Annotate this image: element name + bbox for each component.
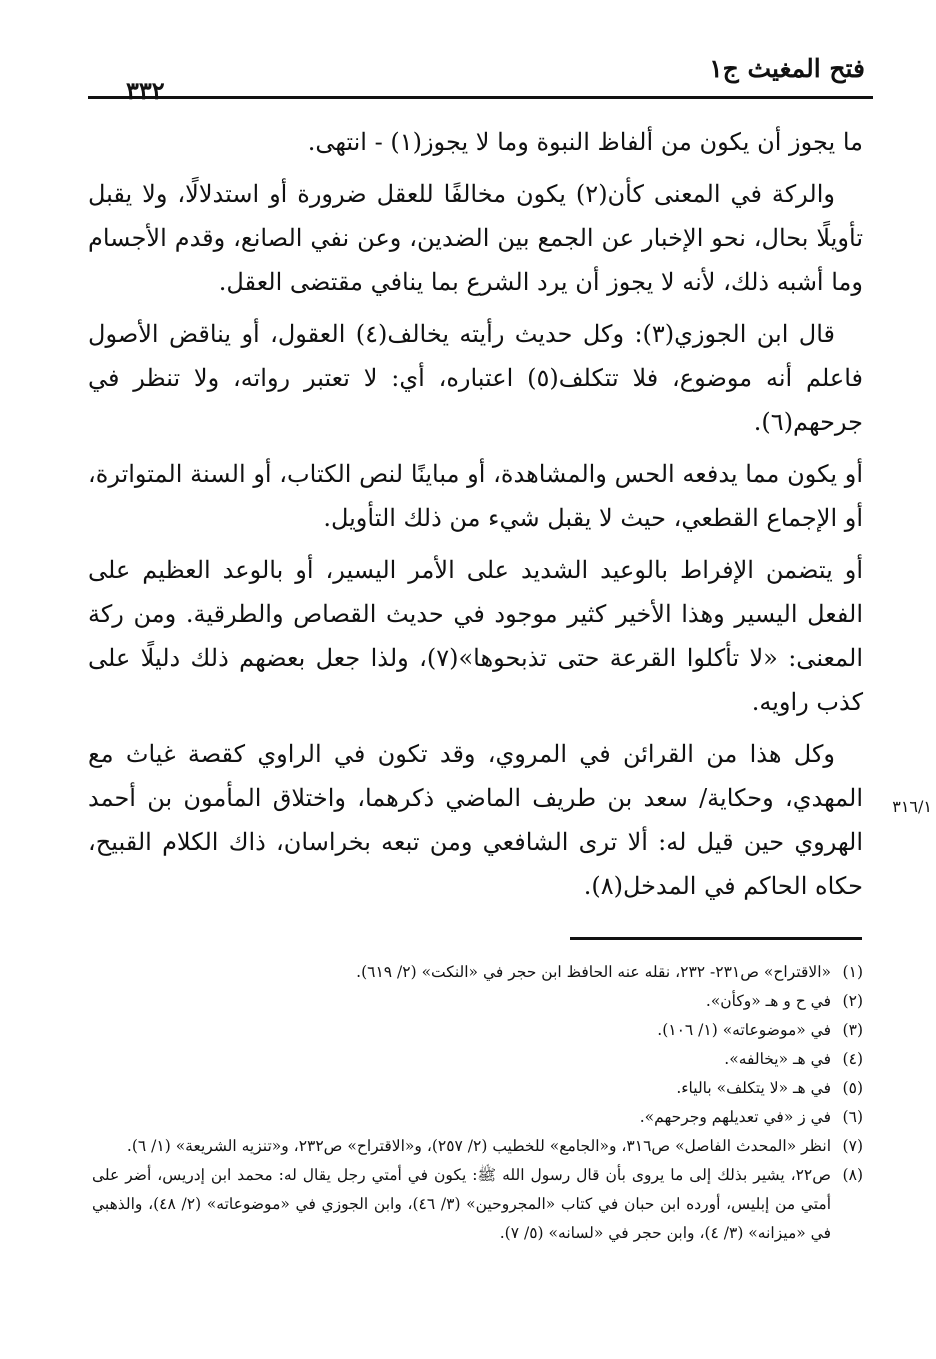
- footnote-text: انظر «المحدث الفاصل» ص٣١٦، و«الجامع» للخطيب (٢/ ٢٥٧)، و«الاقتراح» ص٢٣٢، و«تنزيه الشريعة» (١/ ٦).: [126, 1137, 831, 1155]
- footnote: [92, 1103, 863, 1132]
- paragraph: والركة في المعنى كأن(٢) يكون مخالفًا للعقل ضرورة أو استدلالًا، ولا يقبل تأويلًا بحال، نحو الإخبار عن الجمع بين الضدين، وعن نفي الصانع، وقدم الأجسام وما أشبه ذلك، لأنه لا يجوز أن يرد الشرع بما ينافي مقتضى العقل.: [88, 180, 863, 296]
- paragraph: أو يتضمن الإفراط بالوعيد الشديد على الأمر اليسير، أو بالوعد العظيم على الفعل اليسير وهذا الأخير كثير موجود في حديث القصاص والطرقية. ومن ركة المعنى: «لا تأكلوا القرعة حتى تذبحوها»(٧)، ولذا جعل بعضهم ذلك دليلًا على كذب راويه.: [88, 556, 863, 716]
- paragraph: ما يجوز أن يكون من ألفاظ النبوة وما لا يجوز(١) - انتهى.: [307, 128, 863, 156]
- footnote-number: (٦): [842, 1108, 863, 1126]
- footnote-text: في هـ «يخالفه».: [724, 1050, 831, 1068]
- footnotes: [92, 958, 863, 1248]
- footnote-text: في ز «في تعديلهم وجرحهم».: [639, 1108, 831, 1126]
- footnote-text: في هـ «لا يتكلف» بالياء.: [676, 1079, 831, 1097]
- page-number: ٣٣٢: [126, 76, 165, 105]
- main-text: [88, 120, 863, 916]
- footnote: [92, 1045, 863, 1074]
- footnote-separator: [570, 937, 862, 940]
- footnote-number: (٣): [842, 1021, 863, 1039]
- footnote-number: (٨): [842, 1166, 863, 1184]
- footnote: [92, 1161, 863, 1248]
- footnote-text: ص٢٢، يشير بذلك إلى ما يروى بأن قال رسول الله ﷺ: يكون في أمتي رجل يقال له: محمد ابن إدريس، أضر على أمتي من إبليس، أورده ابن حبان في كتاب «المجروحين» (٣/ ٤٦)، وابن الجوزي في «موضوعاته» (٢/ ٤٨)، والذهبي في «ميزانه» (٣/ ٤)، وابن حجر في «لسانه» (٥/ ٧).: [92, 1166, 832, 1242]
- paragraph: وكل هذا من القرائن في المروي، وقد تكون في الراوي كقصة غياث مع المهدي، وحكاية/ سعد بن طريف الماضي ذكرهما، واختلاق المأمون بن أحمد الهروي حين قيل له: ألا ترى الشافعي ومن تبعه بخراسان، ذاك الكلام القبيح، حكاه الحاكم في المدخل(٨).: [88, 740, 863, 900]
- footnote: [92, 1132, 863, 1161]
- footnote-number: (٥): [842, 1079, 863, 1097]
- footnote-number: (٤): [842, 1050, 863, 1068]
- footnote-number: (٧): [842, 1137, 863, 1155]
- book-title: فتح المغيث ج١: [709, 54, 865, 83]
- footnote: [92, 1016, 863, 1045]
- paragraph: أو يكون مما يدفعه الحس والمشاهدة، أو مباينًا لنص الكتاب، أو السنة المتواترة، أو الإجماع القطعي، حيث لا يقبل شيء من ذلك التأويل.: [88, 460, 863, 532]
- footnote-text: «الاقتراح» ص٢٣١- ٢٣٢، نقله عنه الحافظ ابن حجر في «النكت» (٢/ ٦١٩).: [356, 963, 831, 981]
- footnote: [92, 1074, 863, 1103]
- footnote-number: (٢): [842, 992, 863, 1010]
- page-header: [88, 38, 873, 105]
- footnote-text: في «موضوعاته» (١/ ١٠٦).: [657, 1021, 831, 1039]
- paragraph: قال ابن الجوزي(٣): وكل حديث رأيته يخالف(٤) العقول، أو يناقض الأصول فاعلم أنه موضوع، فلا تتكلف(٥) اعتباره، أي: لا تعتبر رواته، ولا تنظر في جرحهم(٦).: [88, 320, 863, 436]
- margin-reference: ٣١٦/١: [892, 797, 932, 816]
- footnote-number: (١): [842, 963, 863, 981]
- footnote-text: في ح و هـ «وكأن».: [705, 992, 831, 1010]
- header-rule: [88, 96, 873, 99]
- footnote: [92, 958, 863, 987]
- footnote: [92, 987, 863, 1016]
